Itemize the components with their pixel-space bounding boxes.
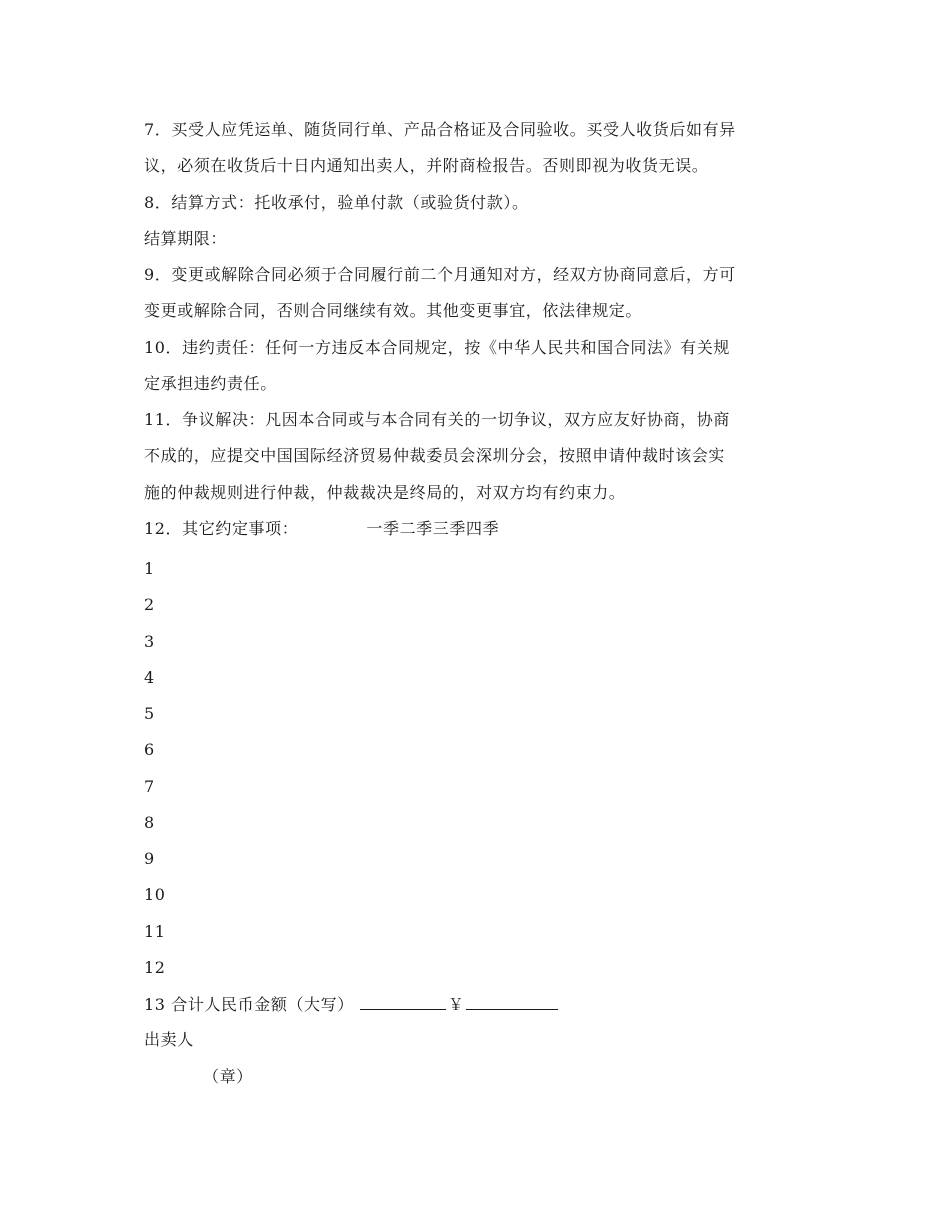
clause-8: 8．结算方式：托收承付，验单付款（或验货付款）。 [144, 193, 529, 212]
amount-in-figures-blank[interactable] [466, 994, 558, 1010]
numbered-row: 8 [144, 813, 155, 832]
clause-11-line-3: 施的仲裁规则进行仲裁，仲裁裁决是终局的，对双方均有约束力。 [144, 483, 626, 502]
clause-12 [144, 519, 499, 539]
settlement-period: 结算期限： [144, 229, 228, 248]
clause-12-label: 12．其它约定事项： [144, 519, 299, 538]
numbered-row: 4 [144, 668, 155, 687]
numbered-row: 3 [144, 632, 155, 651]
clause-12-quarters: 一季二季三季四季 [366, 519, 500, 538]
numbered-row: 9 [144, 849, 155, 868]
total-amount-row [144, 994, 558, 1015]
total-amount-label: 13 合计人民币金额（大写） [144, 995, 354, 1014]
clause-11-line-2: 不成的，应提交中国国际经济贸易仲裁委员会深圳分会，按照申请仲裁时该会实 [144, 446, 726, 465]
yen-symbol: ￥ [447, 995, 465, 1014]
clause-9-line-1: 9．变更或解除合同必须于合同履行前二个月通知对方，经双方协商同意后，方可 [144, 265, 736, 284]
clause-11-line-1: 11．争议解决：凡因本合同或与本合同有关的一切争议，双方应友好协商，协商 [144, 410, 730, 429]
numbered-row: 12 [144, 958, 166, 977]
clause-10-line-2: 定承担违约责任。 [144, 374, 277, 393]
numbered-row: 10 [144, 885, 166, 904]
seller-label: 出卖人 [144, 1030, 194, 1049]
numbered-row: 6 [144, 740, 155, 759]
numbered-row: 7 [144, 777, 155, 796]
seal-label: （章） [203, 1067, 253, 1086]
clause-9-line-2: 变更或解除合同，否则合同继续有效。其他变更事宜，依法律规定。 [144, 301, 643, 320]
numbered-row: 5 [144, 704, 155, 723]
clause-10-line-1: 10．违约责任：任何一方违反本合同规定，按《中华人民共和国合同法》有关规 [144, 338, 730, 357]
clause-7-line-1: 7．买受人应凭运单、随货同行单、产品合格证及合同验收。买受人收货后如有异 [144, 120, 736, 139]
numbered-row: 11 [144, 922, 166, 941]
numbered-row: 1 [144, 559, 155, 578]
amount-in-words-blank[interactable] [360, 994, 446, 1010]
numbered-row: 2 [144, 595, 155, 614]
clause-7-line-2: 议，必须在收货后十日内通知出卖人，并附商检报告。否则即视为收货无误。 [144, 156, 709, 175]
